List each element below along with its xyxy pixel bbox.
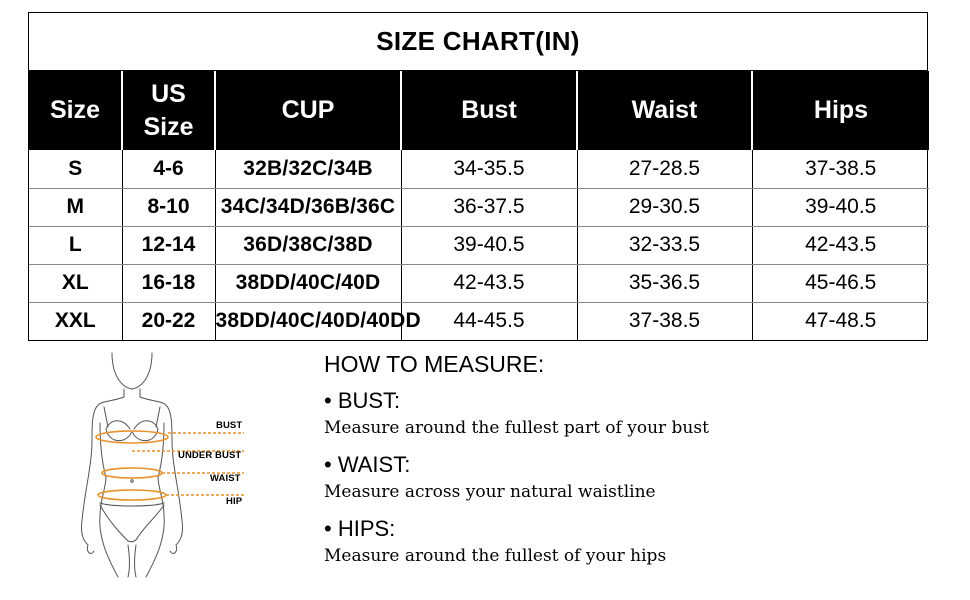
measure-item-bust [324, 386, 944, 440]
header-us-size [122, 71, 215, 150]
table-row [29, 264, 929, 302]
measure-heading: • HIPS: [324, 516, 396, 541]
measure-item-waist [324, 450, 944, 504]
measure-heading: • BUST: [324, 388, 401, 413]
measure-heading: • WAIST: [324, 452, 411, 477]
cell-cup: 38DD/40C/40D [215, 264, 401, 302]
header-bust: Bust [401, 71, 577, 150]
table-row [29, 226, 929, 264]
bust-measure-band [96, 431, 168, 443]
cell-size: L [29, 226, 122, 264]
header-cup: CUP [215, 71, 401, 150]
measure-text: Measure across your natural waistline [324, 482, 656, 502]
cell-us-size: 12-14 [122, 226, 215, 264]
table-row [29, 302, 929, 340]
size-table [29, 71, 929, 340]
cell-waist: 29-30.5 [577, 188, 752, 226]
header-us-line2: Size [143, 112, 194, 141]
figure-label-waist: WAIST [210, 473, 241, 484]
cell-size: XXL [29, 302, 122, 340]
measure-text: Measure around the fullest part of your bust [324, 418, 709, 438]
header-size: Size [29, 71, 122, 150]
cell-hips: 39-40.5 [752, 188, 929, 226]
cell-hips: 47-48.5 [805, 309, 877, 333]
cell-us-size: 8-10 [122, 188, 215, 226]
cell-us-size: 16-18 [122, 264, 215, 302]
cell-hips: 37-38.5 [752, 150, 929, 188]
cell-cup: 36D/38C/38D [215, 226, 401, 264]
cell-size: S [29, 150, 122, 188]
cell-waist: 37-38.5 [577, 302, 752, 340]
hip-measure-band [98, 490, 166, 500]
cell-bust: 44-45.5 [401, 302, 577, 340]
how-to-measure-section [324, 348, 944, 578]
cell-bust: 42-43.5 [401, 264, 577, 302]
body-measurement-figure [70, 345, 260, 580]
cell-size: XL [29, 264, 122, 302]
chart-title: SIZE CHART(IN) [29, 13, 927, 71]
cell-size: M [29, 188, 122, 226]
figure-label-hip: HIP [226, 496, 243, 507]
waist-measure-band [102, 468, 162, 478]
cell-us-size: 4-6 [122, 150, 215, 188]
table-row [29, 150, 929, 188]
measure-item-hips [324, 514, 944, 568]
cell-us-size: 20-22 [122, 302, 215, 340]
measurement-lines [70, 345, 260, 580]
measure-text: Measure around the fullest of your hips [324, 546, 667, 566]
figure-label-under-bust: UNDER BUST [178, 450, 242, 461]
table-row [29, 188, 929, 226]
cell-cup: 34C/34D/36B/36C [215, 188, 401, 226]
cell-bust: 39-40.5 [401, 226, 577, 264]
cell-waist: 35-36.5 [577, 264, 752, 302]
cell-waist: 27-28.5 [577, 150, 752, 188]
cell-waist: 32-33.5 [577, 226, 752, 264]
cell-bust: 34-35.5 [401, 150, 577, 188]
cell-cup: 38DD/40C/40D/40DD [215, 302, 401, 340]
cell-hips: 45-46.5 [752, 264, 929, 302]
cell-bust: 36-37.5 [401, 188, 577, 226]
header-us-line1: US [151, 80, 186, 108]
how-to-measure-title: HOW TO MEASURE: [324, 351, 545, 377]
table-header-row [29, 71, 929, 150]
figure-label-bust: BUST [216, 420, 243, 431]
size-chart [28, 12, 928, 341]
header-waist: Waist [577, 71, 752, 150]
cell-cup: 32B/32C/34B [215, 150, 401, 188]
header-hips: Hips [752, 71, 929, 150]
cell-hips: 42-43.5 [752, 226, 929, 264]
